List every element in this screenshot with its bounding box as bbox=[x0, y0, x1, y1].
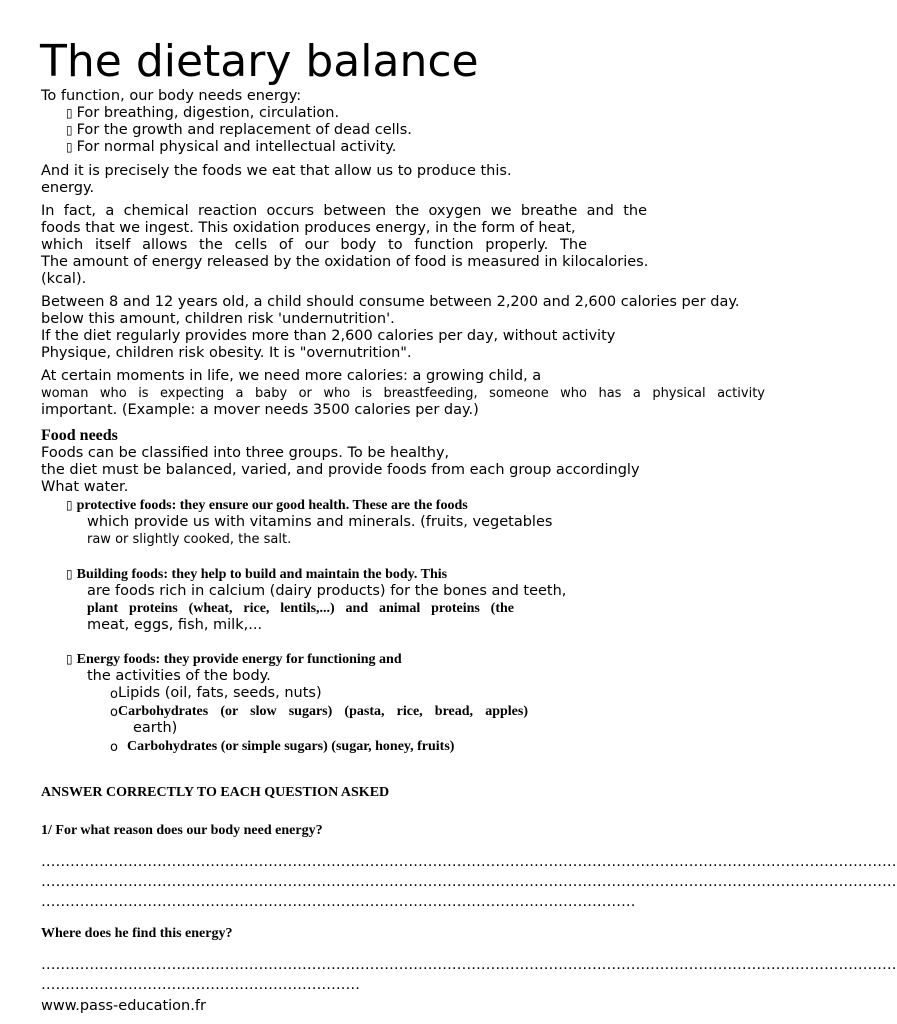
circle-marker: o bbox=[110, 687, 118, 702]
paragraph-line: below this amount, children risk 'undernutrition'. bbox=[41, 311, 395, 327]
circle-marker: o bbox=[110, 705, 118, 720]
page-title: The dietary balance bbox=[40, 36, 479, 87]
questions-heading: ANSWER CORRECTLY TO EACH QUESTION ASKED bbox=[41, 785, 390, 800]
answer-line[interactable]: …………………………………………………………………………………………………………… bbox=[41, 894, 636, 910]
question-1: 1/ For what reason does our body need energy? bbox=[41, 823, 323, 838]
answer-line[interactable]: ………………………………………………………… bbox=[41, 977, 360, 993]
footer-url[interactable]: www.pass-education.fr bbox=[41, 998, 206, 1014]
paragraph-line: foods that we ingest. This oxidation produces energy, in the form of heat, bbox=[41, 220, 576, 236]
paragraph-line: important. (Example: a mover needs 3500 calories per day.) bbox=[41, 402, 479, 418]
paragraph-line: woman who is expecting a baby or who is breastfeeding, someone who has a physical activity bbox=[41, 386, 765, 401]
food-group-line: are foods rich in calcium (dairy products) for the bones and teeth, bbox=[87, 583, 567, 599]
food-group-line: the activities of the body. bbox=[87, 668, 271, 684]
section-heading: Food needs bbox=[41, 427, 118, 444]
answer-line[interactable]: …………………………………………………………………………………………………………………………………………………………… bbox=[41, 874, 897, 890]
intro-lead: To function, our body needs energy: bbox=[41, 88, 302, 104]
paragraph-line: Foods can be classified into three groups. To be healthy, bbox=[41, 445, 450, 461]
intro-bullet: ▯ For breathing, digestion, circulation. bbox=[66, 105, 339, 122]
question-2: Where does he find this energy? bbox=[41, 926, 233, 941]
energy-sub-item: Carbohydrates (or slow sugars) (pasta, rice, bread, apples) bbox=[118, 704, 528, 719]
answer-line[interactable]: …………………………………………………………………………………………………………………………………………………………… bbox=[41, 957, 897, 973]
paragraph-line: Physique, children risk obesity. It is "overnutrition". bbox=[41, 345, 412, 361]
energy-sub-item: earth) bbox=[133, 720, 178, 736]
paragraph-line: which itself allows the cells of our body to function properly. The bbox=[41, 237, 587, 253]
food-group-line: raw or slightly cooked, the salt. bbox=[87, 532, 292, 547]
paragraph-line: The amount of energy released by the oxidation of food is measured in kilocalories. bbox=[41, 254, 649, 270]
answer-line[interactable]: …………………………………………………………………………………………………………………………………………………………… bbox=[41, 854, 897, 870]
intro-bullet: ▯ For normal physical and intellectual activity. bbox=[66, 139, 396, 156]
paragraph-line: energy. bbox=[41, 180, 95, 196]
circle-marker: o bbox=[110, 740, 118, 755]
energy-sub-item: Lipids (oil, fats, seeds, nuts) bbox=[118, 685, 322, 701]
food-group-line: which provide us with vitamins and minerals. (fruits, vegetables bbox=[87, 514, 553, 530]
intro-bullet: ▯ For the growth and replacement of dead cells. bbox=[66, 122, 412, 139]
paragraph-line: In fact, a chemical reaction occurs between the oxygen we breathe and the bbox=[41, 203, 647, 219]
paragraph-line: And it is precisely the foods we eat that allow us to produce this. bbox=[41, 163, 512, 179]
paragraph-line: At certain moments in life, we need more calories: a growing child, a bbox=[41, 368, 542, 384]
paragraph-line: (kcal). bbox=[41, 271, 87, 287]
paragraph-line: If the diet regularly provides more than 2,600 calories per day, without activity bbox=[41, 328, 616, 344]
food-group-line: plant proteins (wheat, rice, lentils,...) and animal proteins (the bbox=[87, 601, 514, 616]
paragraph-line: Between 8 and 12 years old, a child should consume between 2,200 and 2,600 calories per day. bbox=[41, 294, 740, 310]
food-group-line: meat, eggs, fish, milk,... bbox=[87, 617, 263, 633]
food-group-building: ▯ Building foods: they help to build and maintain the body. This bbox=[66, 566, 447, 583]
paragraph-line: the diet must be balanced, varied, and provide foods from each group accordingly bbox=[41, 462, 640, 478]
energy-sub-item: Carbohydrates (or simple sugars) (sugar, honey, fruits) bbox=[127, 739, 455, 754]
food-group-energy: ▯ Energy foods: they provide energy for functioning and bbox=[66, 651, 402, 668]
paragraph-line: What water. bbox=[41, 479, 129, 495]
food-group-protective: ▯ protective foods: they ensure our good health. These are the foods bbox=[66, 497, 468, 514]
